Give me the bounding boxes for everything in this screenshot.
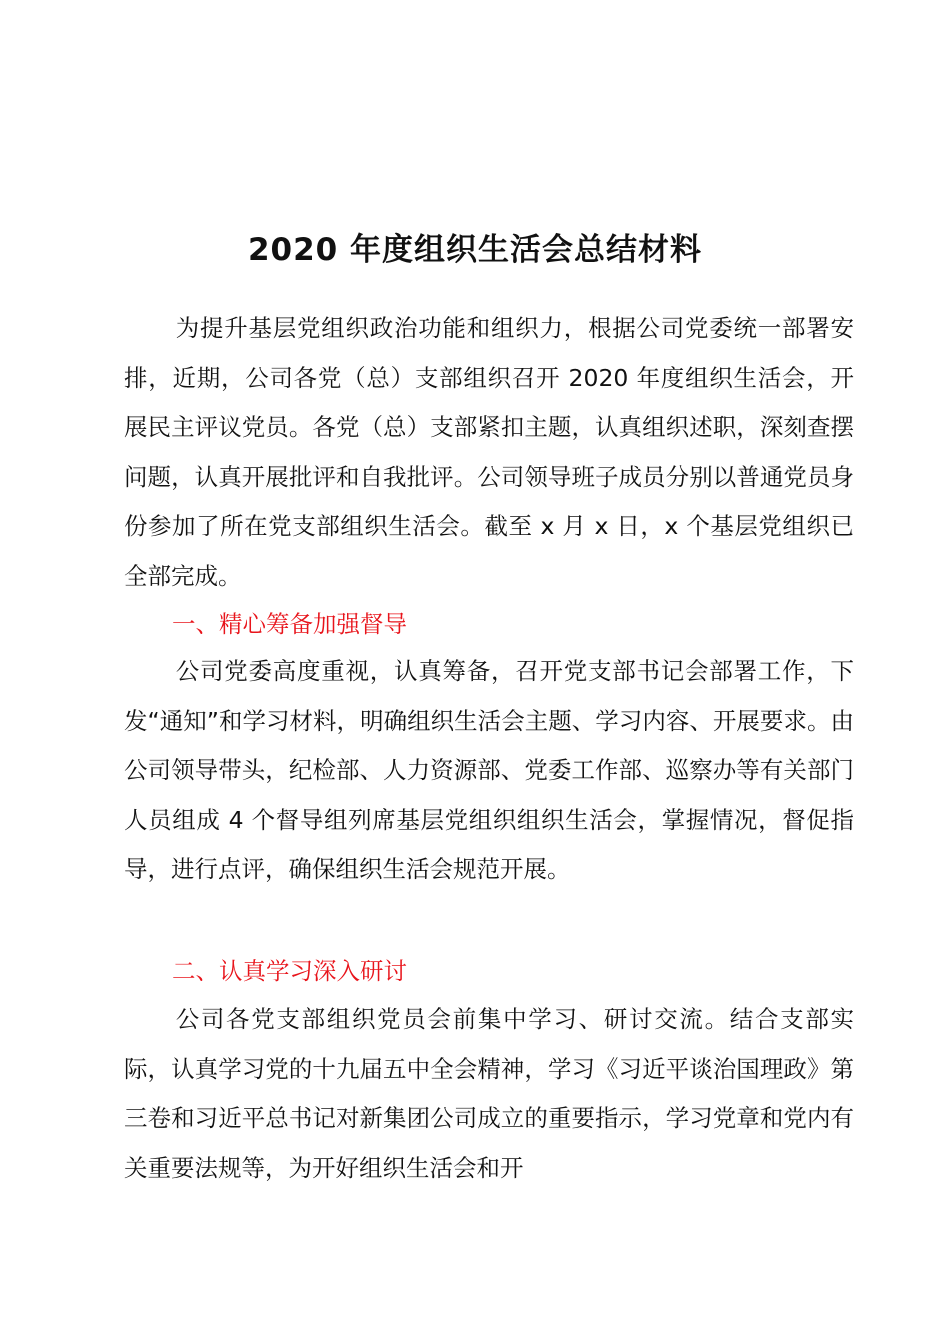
section-heading-2: 二、认真学习深入研讨 xyxy=(172,957,407,985)
section-heading-1: 一、精心筹备加强督导 xyxy=(172,610,407,638)
document-title: 2020 年度组织生活会总结材料 xyxy=(247,232,703,268)
intro-paragraph: 为提升基层党组织政治功能和组织力，根据公司党委统一部署安排，近期，公司各党（总）支部组织召开 2020 年度组织生活会，开展民主评议党员。各党（总）支部紧扣主题，认真组织述职，深刻查摆问题，认真开展批评和自我批评。公司领导班子成员分别以普通党员身份参加了所在党支部组织生活会。截至 x 月 x 日，x 个基层党组织已全部完成。 xyxy=(124,314,854,590)
section-1-paragraph: 公司党委高度重视，认真筹备，召开党支部书记会部署工作，下发“通知”和学习材料，明确组织生活会主题、学习内容、开展要求。由公司领导带头，纪检部、人力资源部、党委工作部、巡察办等有关部门人员组成 4 个督导组列席基层党组织组织生活会，掌握情况，督促指导，进行点评，确保组织生活会规范开展。 xyxy=(124,657,854,884)
section-2-paragraph: 公司各党支部组织党员会前集中学习、研讨交流。结合支部实际，认真学习党的十九届五中全会精神，学习《习近平谈治国理政》第三卷和习近平总书记对新集团公司成立的重要指示，学习党章和党内有关重要法规等，为开好组织生活会和开 xyxy=(124,1005,854,1182)
